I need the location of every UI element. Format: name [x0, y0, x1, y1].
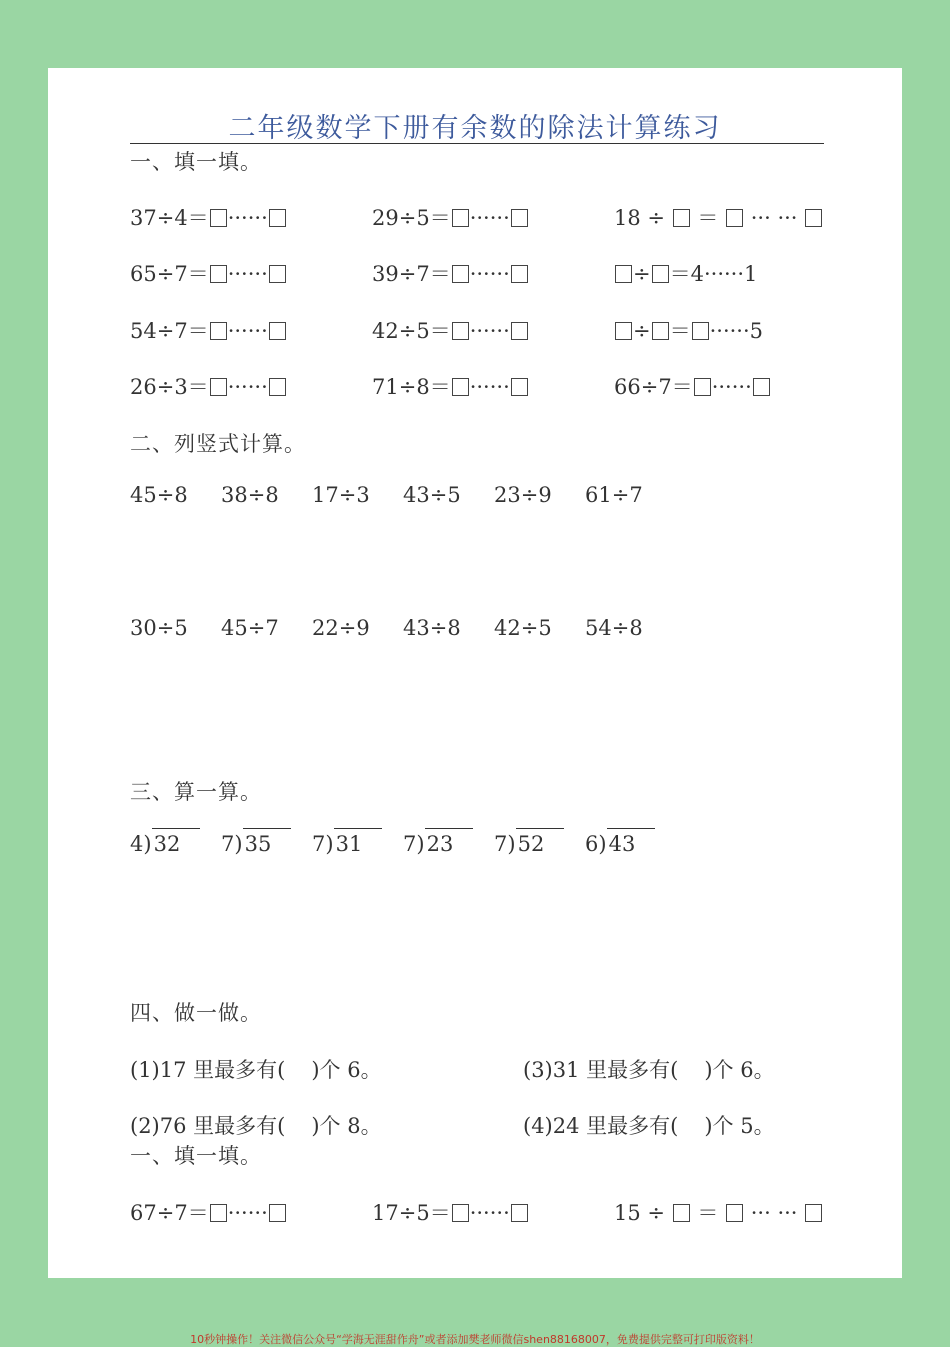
fill-item: 37÷4＝ ······ — [130, 202, 287, 232]
fill-item: 65÷7＝ ······ — [130, 258, 287, 288]
division-problem: 54÷8 — [585, 616, 643, 640]
answer-box[interactable] — [694, 378, 711, 396]
division-problem: 61÷7 — [585, 483, 643, 507]
section-heading-word: 四、做一做。 — [130, 1001, 262, 1025]
fill-item: 29÷5＝ ······ — [372, 202, 529, 232]
section-heading-vertical: 二、列竖式计算。 — [130, 432, 306, 456]
answer-box[interactable] — [210, 1204, 227, 1222]
division-problem: 43÷5 — [403, 483, 461, 507]
answer-box[interactable] — [511, 265, 528, 283]
answer-box[interactable] — [452, 265, 469, 283]
answer-box[interactable] — [511, 378, 528, 396]
division-problem: 30÷5 — [130, 616, 188, 640]
answer-box[interactable] — [452, 1204, 469, 1222]
division-problem: 17÷3 — [312, 483, 370, 507]
long-division-problem: 7)35 — [221, 832, 272, 856]
section-heading-calc: 三、算一算。 — [130, 780, 262, 804]
answer-box[interactable] — [615, 265, 632, 283]
fill-item: 54÷7＝ ······ — [130, 315, 287, 345]
long-division-problem: 6)43 — [585, 832, 636, 856]
section-heading-fill: 一、填一填。 — [130, 150, 262, 174]
answer-box[interactable] — [726, 209, 743, 227]
title-underline — [130, 143, 824, 144]
answer-box[interactable] — [805, 209, 822, 227]
fill-item: 39÷7＝ ······ — [372, 258, 529, 288]
answer-box[interactable] — [805, 1204, 822, 1222]
answer-box[interactable] — [269, 322, 286, 340]
division-problem: 22÷9 — [312, 616, 370, 640]
division-problem: 42÷5 — [494, 616, 552, 640]
long-division-problem: 7)23 — [403, 832, 454, 856]
worksheet-page — [48, 68, 902, 1278]
fill-item: ÷ ＝ ······5 — [614, 315, 763, 345]
answer-box[interactable] — [452, 322, 469, 340]
answer-box[interactable] — [210, 265, 227, 283]
answer-box[interactable] — [753, 378, 770, 396]
answer-box[interactable] — [692, 322, 709, 340]
long-division-problem: 4)32 — [130, 832, 181, 856]
promo-footer: 10秒钟操作！关注微信公众号“学海无涯甜作舟”或者添加樊老师微信shen88168007，免费提供完整可打印版资料！ — [190, 1333, 760, 1346]
fill-item: 15 ÷ ＝ ··· ··· — [614, 1197, 823, 1227]
answer-box[interactable] — [511, 209, 528, 227]
answer-box[interactable] — [652, 265, 669, 283]
answer-box[interactable] — [511, 1204, 528, 1222]
answer-box[interactable] — [269, 209, 286, 227]
fill-item: 17÷5＝ ······ — [372, 1197, 529, 1227]
answer-box[interactable] — [269, 1204, 286, 1222]
answer-box[interactable] — [452, 209, 469, 227]
answer-box[interactable] — [269, 265, 286, 283]
fill-item: 42÷5＝ ······ — [372, 315, 529, 345]
word-problem: (1)17 里最多有( )个 6。 — [130, 1058, 382, 1082]
word-problem: (4)24 里最多有( )个 5。 — [523, 1114, 775, 1138]
answer-box[interactable] — [673, 209, 690, 227]
division-problem: 23÷9 — [494, 483, 552, 507]
answer-box[interactable] — [726, 1204, 743, 1222]
division-problem: 45÷8 — [130, 483, 188, 507]
answer-box[interactable] — [269, 378, 286, 396]
fill-item: 67÷7＝ ······ — [130, 1197, 287, 1227]
word-problem: (3)31 里最多有( )个 6。 — [523, 1058, 775, 1082]
answer-box[interactable] — [210, 322, 227, 340]
division-problem: 45÷7 — [221, 616, 279, 640]
page-title: 二年级数学下册有余数的除法计算练习 — [228, 113, 722, 144]
answer-box[interactable] — [511, 322, 528, 340]
fill-item: 71÷8＝ ······ — [372, 371, 529, 401]
division-problem: 38÷8 — [221, 483, 279, 507]
section-heading-fill-2: 一、填一填。 — [130, 1144, 262, 1168]
answer-box[interactable] — [452, 378, 469, 396]
answer-box[interactable] — [210, 378, 227, 396]
word-problem: (2)76 里最多有( )个 8。 — [130, 1114, 382, 1138]
fill-item: 26÷3＝ ······ — [130, 371, 287, 401]
answer-box[interactable] — [673, 1204, 690, 1222]
fill-item: ÷ ＝4······1 — [614, 258, 757, 288]
fill-item: 18 ÷ ＝ ··· ··· — [614, 202, 823, 232]
answer-box[interactable] — [615, 322, 632, 340]
fill-item: 66÷7＝ ······ — [614, 371, 771, 401]
answer-box[interactable] — [210, 209, 227, 227]
long-division-problem: 7)31 — [312, 832, 363, 856]
division-problem: 43÷8 — [403, 616, 461, 640]
long-division-problem: 7)52 — [494, 832, 545, 856]
answer-box[interactable] — [652, 322, 669, 340]
